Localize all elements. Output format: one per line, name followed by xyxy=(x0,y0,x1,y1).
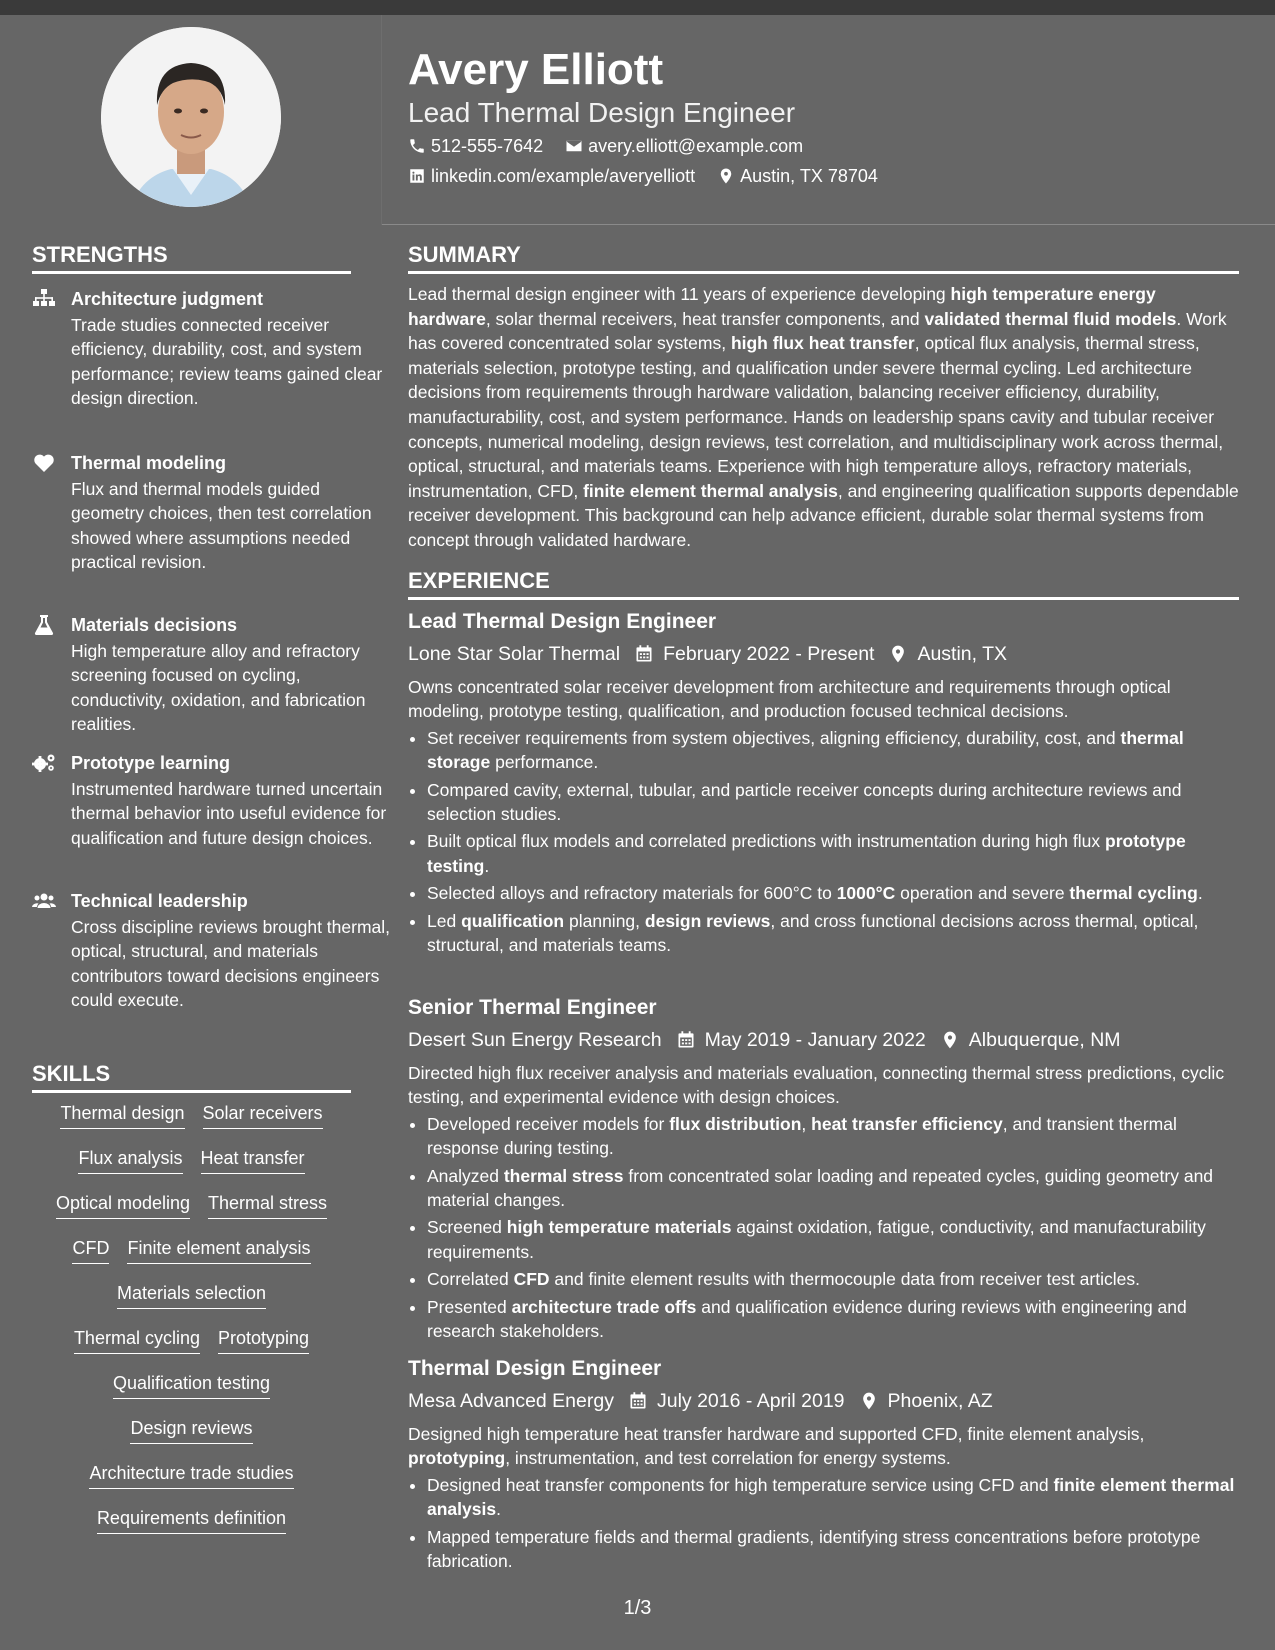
linkedin-icon xyxy=(408,167,426,185)
job-location: Albuquerque, NM xyxy=(968,1029,1121,1051)
gears-icon xyxy=(32,753,56,773)
strength-title: Technical leadership xyxy=(71,891,248,911)
skill-tag: Materials selection xyxy=(117,1281,266,1309)
job-title: Thermal Design Engineer xyxy=(408,1357,662,1380)
job-description: Designed high temperature heat transfer hardware and supported CFD, finite element analysis, prototyping, instrumentation, and test correlation for energy systems. xyxy=(408,1424,1145,1469)
candidate-title: Lead Thermal Design Engineer xyxy=(408,97,796,128)
linkedin-text: linkedin.com/example/averyelliott xyxy=(431,166,696,186)
job-bullet: • Screened high temperature materials against oxidation, fatigue, conductivity, and manufacturability requirements. xyxy=(427,1215,1243,1264)
skill-tag: Qualification testing xyxy=(113,1371,270,1399)
skill-tag: Heat transfer xyxy=(201,1146,305,1174)
skill-row xyxy=(32,1101,351,1146)
skill-tag: Architecture trade studies xyxy=(89,1461,293,1489)
envelope-icon xyxy=(565,137,583,155)
candidate-name: Avery Elliott xyxy=(408,45,664,94)
job-bullet: • Presented architecture trade offs and qualification evidence during reviews with engineering and research stakeholders. xyxy=(427,1295,1243,1344)
emphasis: prototyping xyxy=(408,1448,506,1469)
summary-heading: SUMMARY xyxy=(408,241,1239,274)
job-location: Phoenix, AZ xyxy=(887,1390,993,1412)
map-pin-icon xyxy=(940,1030,960,1050)
skill-tag: Design reviews xyxy=(130,1416,252,1444)
page-number: 1/3 xyxy=(623,1597,652,1619)
emphasis: qualification xyxy=(461,910,565,931)
skill-tag: Solar receivers xyxy=(203,1101,323,1129)
job-bullet: • Mapped temperature fields and thermal gradients, identifying stress concentrations before prototype fabrication. xyxy=(427,1525,1243,1574)
sitemap-icon xyxy=(32,289,56,309)
job-meta xyxy=(408,1388,1243,1414)
contact-row-1 xyxy=(408,134,803,158)
job-dates: July 2016 - April 2019 xyxy=(656,1390,845,1412)
skill-tag: CFD xyxy=(72,1236,109,1264)
email-text: avery.elliott@example.com xyxy=(588,136,804,156)
job-entry xyxy=(408,1355,1243,1576)
job-dates: February 2022 - Present xyxy=(663,643,875,665)
emphasis: high flux heat transfer xyxy=(730,333,915,354)
job-bullet: • Selected alloys and refractory materials for 600°C to 1000°C operation and severe thermal cycling. xyxy=(427,881,1243,905)
job-bullet: • Developed receiver models for flux distribution, heat transfer efficiency, and transient thermal response during testing. xyxy=(427,1112,1243,1161)
skill-tag: Prototyping xyxy=(218,1326,309,1354)
skill-tag: Finite element analysis xyxy=(127,1236,310,1264)
summary-text: Lead thermal design engineer with 11 years of experience developing high temperature energy hardware, solar thermal receivers, heat transfer components, and validated thermal fluid models. Work has covered concentrated solar systems, high flux heat transfer, optical flux analysis, thermal stress, materials selection, prototype testing, and qualification under severe thermal cycling. Led architecture decisions from requirements through hardware validation, balancing receiver efficiency, durability, manufacturability, cost, and system performance. Hands on leadership spans cavity and tubular receiver concepts, numerical modeling, design reviews, test correlation, and multidisciplinary work across thermal, optical, structural, and materials teams. Experience with high temperature alloys, refractory materials, instrumentation, CFD, finite element thermal analysis, and engineering qualification supports dependable receiver development. This background can help advance efficient, durable solar thermal systems from concept through validated hardware. xyxy=(408,284,1239,550)
header-divider-vertical xyxy=(381,15,382,225)
job-title: Lead Thermal Design Engineer xyxy=(408,610,717,633)
linkedin-item[interactable] xyxy=(408,164,695,188)
flask-icon xyxy=(32,615,56,635)
strength-description: High temperature alloy and refractory screening focused on cycling, conductivity, oxidation, and fabrication realities. xyxy=(71,641,366,735)
job-meta xyxy=(408,641,1243,667)
emphasis: high temperature materials xyxy=(506,1217,732,1238)
skill-tag: Thermal stress xyxy=(208,1191,327,1219)
job-description: Directed high flux receiver analysis and materials evaluation, connecting thermal stress predictions, cyclic testing, and experimental evidence with design choices. xyxy=(408,1063,1225,1108)
emphasis: 1000°C xyxy=(836,883,896,904)
skills-heading: SKILLS xyxy=(32,1060,351,1093)
skill-row xyxy=(32,1236,351,1281)
strength-title: Materials decisions xyxy=(71,615,238,635)
job-bullet: • Correlated CFD and finite element results with thermocouple data from receiver test articles. xyxy=(427,1267,1243,1291)
emphasis: thermal stress xyxy=(503,1165,624,1186)
phone-item[interactable] xyxy=(408,134,543,158)
top-bar xyxy=(0,0,1275,15)
calendar-icon xyxy=(628,1391,648,1411)
emphasis: high temperature energy hardware xyxy=(408,284,1156,329)
strengths-heading: STRENGTHS xyxy=(32,241,351,274)
location-text: Austin, TX 78704 xyxy=(740,166,878,186)
job-company: Desert Sun Energy Research xyxy=(408,1029,662,1051)
job-meta xyxy=(408,1027,1243,1053)
phone-icon xyxy=(408,137,426,155)
emphasis: thermal cycling xyxy=(1069,883,1198,904)
job-location: Austin, TX xyxy=(917,643,1008,665)
job-bullet: • Set receiver requirements from system objectives, aligning efficiency, durability, cost, and thermal storage performance. xyxy=(427,726,1243,775)
experience-heading: EXPERIENCE xyxy=(408,567,1239,600)
job-title: Senior Thermal Engineer xyxy=(408,996,657,1019)
job-bullet: • Designed heat transfer components for high temperature service using CFD and finite element thermal analysis. xyxy=(427,1473,1243,1522)
calendar-icon xyxy=(634,644,654,664)
skills-list xyxy=(32,1101,351,1551)
job-company: Mesa Advanced Energy xyxy=(408,1390,614,1412)
emphasis: finite element thermal analysis xyxy=(583,480,838,501)
job-bullets xyxy=(408,1473,1243,1574)
contact-row-2 xyxy=(408,164,878,188)
strength-description: Cross discipline reviews brought thermal, optical, structural, and materials contributors toward decisions engineers could execute. xyxy=(71,917,391,1011)
job-entry xyxy=(408,994,1243,1346)
strength-title: Thermal modeling xyxy=(71,453,227,473)
skill-row xyxy=(32,1371,351,1416)
emphasis: flux distribution xyxy=(669,1113,802,1134)
emphasis: design reviews xyxy=(644,910,771,931)
skill-tag: Thermal cycling xyxy=(74,1326,200,1354)
profile-photo xyxy=(101,27,281,207)
email-item[interactable] xyxy=(565,134,803,158)
skill-row xyxy=(32,1416,351,1461)
calendar-icon xyxy=(676,1030,696,1050)
emphasis: heat transfer efficiency xyxy=(811,1113,1003,1134)
job-bullet: • Built optical flux models and correlated predictions with instrumentation during high flux prototype testing. xyxy=(427,829,1243,878)
strength-description: Flux and thermal models guided geometry choices, then test correlation showed where assumptions needed practical revision. xyxy=(71,479,372,573)
job-bullet: • Analyzed thermal stress from concentrated solar loading and repeated cycles, guiding geometry and material changes. xyxy=(427,1164,1243,1213)
strength-description: Trade studies connected receiver efficiency, durability, cost, and system performance; review teams gained clear design direction. xyxy=(71,315,383,409)
job-entry xyxy=(408,608,1243,960)
job-company: Lone Star Solar Thermal xyxy=(408,643,621,665)
job-dates: May 2019 - January 2022 xyxy=(704,1029,926,1051)
map-pin-icon xyxy=(888,644,908,664)
skill-row xyxy=(32,1461,351,1506)
skill-row xyxy=(32,1191,351,1236)
skill-row xyxy=(32,1281,351,1326)
emphasis: thermal storage xyxy=(427,727,1184,773)
location-item xyxy=(717,164,878,188)
job-bullets xyxy=(408,726,1243,958)
phone-text: 512-555-7642 xyxy=(431,136,544,156)
emphasis: prototype testing xyxy=(427,831,1186,876)
users-icon xyxy=(32,891,56,911)
emphasis: finite element thermal analysis xyxy=(427,1474,1235,1520)
map-pin-icon xyxy=(717,167,735,185)
map-pin-icon xyxy=(859,1391,879,1411)
strength-title: Architecture judgment xyxy=(71,289,264,309)
skill-row xyxy=(32,1506,351,1551)
job-bullet: • Compared cavity, external, tubular, and particle receiver concepts during architecture reviews and selection studies. xyxy=(427,778,1243,827)
emphasis: CFD xyxy=(513,1269,550,1290)
skill-tag: Optical modeling xyxy=(56,1191,190,1219)
skill-tag: Thermal design xyxy=(60,1101,184,1129)
skill-row xyxy=(32,1326,351,1371)
skill-tag: Flux analysis xyxy=(78,1146,182,1174)
emphasis: validated thermal fluid models xyxy=(924,308,1177,329)
skill-row xyxy=(32,1146,351,1191)
strength-description: Instrumented hardware turned uncertain thermal behavior into useful evidence for qualification and future design choices. xyxy=(71,779,387,848)
job-bullets xyxy=(408,1112,1243,1344)
heart-icon xyxy=(32,453,56,473)
header-divider xyxy=(382,224,1275,225)
strength-title: Prototype learning xyxy=(71,753,231,773)
job-bullet: • Led qualification planning, design reviews, and cross functional decisions across thermal, optical, structural, and materials teams. xyxy=(427,909,1243,958)
job-description: Owns concentrated solar receiver development from architecture and requirements through optical modeling, prototype testing, qualification, and production focused technical decisions. xyxy=(408,677,1171,722)
emphasis: architecture trade offs xyxy=(511,1296,697,1317)
skill-tag: Requirements definition xyxy=(97,1506,286,1534)
